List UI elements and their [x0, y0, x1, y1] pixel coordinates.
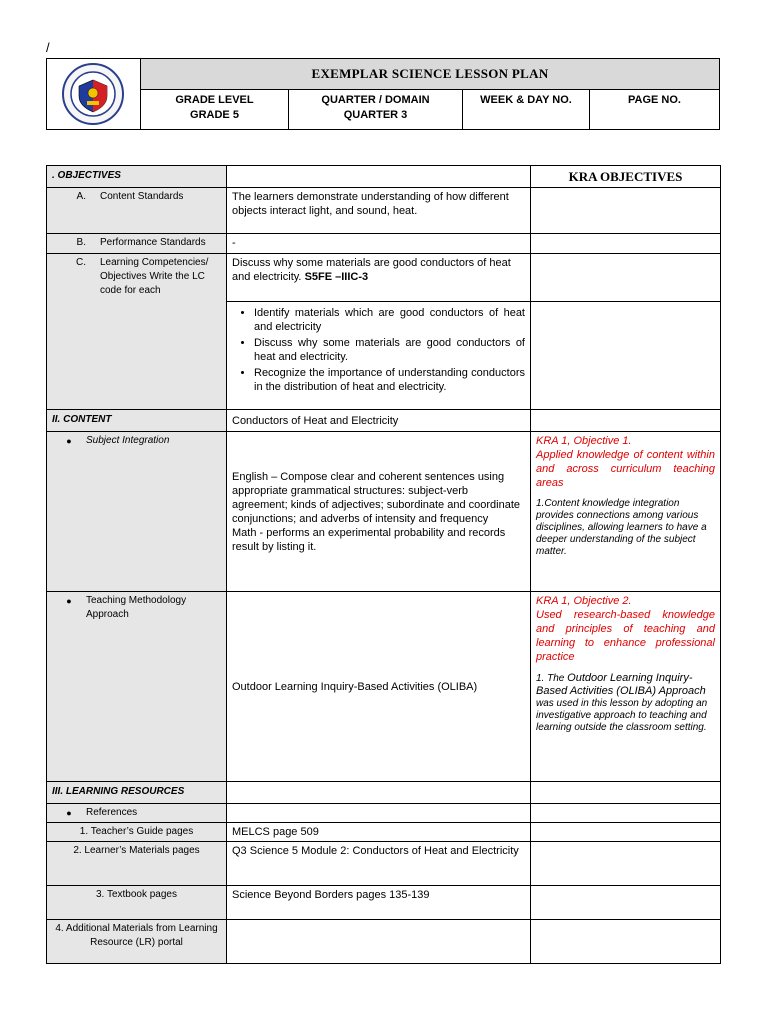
methodology-label [47, 592, 227, 782]
kra1-obj1-title: KRA 1, Objective 1. [536, 435, 632, 447]
english-integration: English – Compose clear and coherent sentences using appropriate grammatical structures: subject-verb agreement; kinds of adjectives; subordinate and coordinate conjunctions; and adverbs of intensity and frequency [232, 470, 521, 525]
resources-heading: III. LEARNING RESOURCES [47, 782, 227, 804]
objectives-heading: . OBJECTIVES [47, 166, 227, 188]
objective-item: • Discuss why some materials are good conductors of heat and electricity. [254, 336, 525, 364]
objective-item: • Recognize the importance of understanding conductors in the distribution of heat and electricity. [254, 366, 525, 394]
math-integration: Math - performs an experimental probability and records result by listing it. [232, 526, 506, 553]
content-heading: II. CONTENT [47, 410, 227, 432]
competency-kra [531, 254, 721, 302]
week-day-label: WEEK & DAY NO. [480, 94, 572, 106]
bullet-icon: ● [66, 808, 72, 818]
resources-empty [227, 782, 531, 804]
deped-seal [47, 59, 141, 129]
content-row [47, 410, 721, 432]
learners-materials-value: Q3 Science 5 Module 2: Conductors of Heat and Electricity [227, 842, 531, 886]
content-value: Conductors of Heat and Electricity [227, 410, 531, 432]
competencies-text-label: Learning Competencies/ Objectives Write the LC code for each [100, 257, 209, 296]
lesson-plan-title: EXEMPLAR SCIENCE LESSON PLAN [141, 59, 719, 90]
quarter-domain-cell [289, 89, 463, 129]
objective-item: • Identify materials which are good conductors of heat and electricity [254, 306, 525, 334]
bullet-icon: ● [66, 436, 72, 446]
content-standards-text-label: Content Standards [100, 191, 184, 202]
seal-icon [57, 62, 129, 126]
lesson-plan-header [46, 58, 720, 130]
competency-objectives-kra [531, 302, 721, 410]
additional-materials-kra [531, 920, 721, 964]
methodology-value: Outdoor Learning Inquiry-Based Activities (OLIBA) [227, 592, 531, 782]
resources-row [47, 782, 721, 804]
references-text-label: References [86, 807, 138, 818]
grade-level-label: GRADE LEVEL [175, 94, 254, 106]
content-standards-row [47, 188, 721, 234]
competency-objectives [227, 302, 531, 410]
references-row [47, 804, 721, 823]
kra1-obj2-desc: Used research-based knowledge and principles of teaching and learning to enhance professional practice [536, 609, 715, 663]
learners-materials-label: 2. Learner’s Materials pages [47, 842, 227, 886]
references-label [47, 804, 227, 823]
grade-level-value: GRADE 5 [190, 109, 239, 121]
kra1-obj2-note-rest: was used in this lesson by adopting an investigative approach to teaching and learning outside the classroom setting. [536, 698, 708, 733]
objectives-empty [227, 166, 531, 188]
references-value [227, 804, 531, 823]
learners-materials-row [47, 842, 721, 886]
objectives-row [47, 166, 721, 188]
competency-row [47, 254, 721, 302]
competency-code: S5FE –IIIC-3 [304, 271, 369, 283]
content-standards-kra [531, 188, 721, 234]
page-no-cell [590, 89, 719, 129]
content-kra [531, 410, 721, 432]
kra1-obj2-title: KRA 1, Objective 2. [536, 595, 632, 607]
learners-materials-kra [531, 842, 721, 886]
lesson-plan-table [46, 165, 721, 964]
textbook-row [47, 886, 721, 920]
subject-integration-value [227, 432, 531, 592]
competency-description: Discuss why some materials are good conductors of heat and electricity. [232, 257, 511, 283]
competencies-label [47, 254, 227, 410]
content-standards-label [47, 188, 227, 234]
competency-text [227, 254, 531, 302]
performance-standards-letter: B. [76, 237, 86, 248]
header-cells [141, 89, 719, 129]
competencies-letter: C. [76, 257, 86, 268]
week-day-cell [463, 89, 590, 129]
bullet-icon: ● [66, 596, 72, 606]
teachers-guide-row [47, 823, 721, 842]
teachers-guide-label: 1. Teacher’s Guide pages [47, 823, 227, 842]
additional-materials-value [227, 920, 531, 964]
additional-materials-label: 4. Additional Materials from Learning Resource (LR) portal [47, 920, 227, 964]
objectives-list [232, 306, 525, 394]
grade-level-cell [141, 89, 289, 129]
textbook-value: Science Beyond Borders pages 135-139 [227, 886, 531, 920]
additional-materials-row [47, 920, 721, 964]
kra1-obj2-note-approach: Outdoor Learning Inquiry-Based Activities (OLIBA) Approach [536, 672, 706, 697]
performance-standards-value: - [227, 234, 531, 254]
teachers-guide-value: MELCS page 509 [227, 823, 531, 842]
subject-integration-label [47, 432, 227, 592]
kra1-obj2-note-num: 1. The [536, 673, 565, 684]
textbook-kra [531, 886, 721, 920]
performance-standards-row [47, 234, 721, 254]
subject-integration-row [47, 432, 721, 592]
performance-standards-text-label: Performance Standards [100, 237, 206, 248]
methodology-text-label: Teaching Methodology Approach [86, 595, 187, 620]
page-mark: / [46, 40, 50, 55]
content-standards-letter: A. [76, 191, 86, 202]
kra-heading: KRA OBJECTIVES [531, 166, 721, 188]
page-no-label: PAGE NO. [628, 94, 681, 106]
quarter-domain-label: QUARTER / DOMAIN [321, 94, 430, 106]
subject-integration-kra [531, 432, 721, 592]
teachers-guide-kra [531, 823, 721, 842]
kra1-obj1-note: 1.Content knowledge integration provides connections among various disciplines, allowing learners to have a deeper understanding of the subject matter. [536, 498, 707, 557]
resources-kra [531, 782, 721, 804]
textbook-label: 3. Textbook pages [47, 886, 227, 920]
subject-integration-text-label: Subject Integration [86, 435, 170, 446]
references-kra [531, 804, 721, 823]
methodology-row [47, 592, 721, 782]
kra1-obj1-desc: Applied knowledge of content within and across curriculum teaching areas [536, 449, 715, 489]
kra1-obj2-note [536, 672, 715, 734]
performance-standards-label [47, 234, 227, 254]
methodology-kra [531, 592, 721, 782]
quarter-domain-value: QUARTER 3 [343, 109, 408, 121]
content-standards-value: The learners demonstrate understanding of how different objects interact light, and sound, heat. [227, 188, 531, 234]
performance-standards-kra [531, 234, 721, 254]
